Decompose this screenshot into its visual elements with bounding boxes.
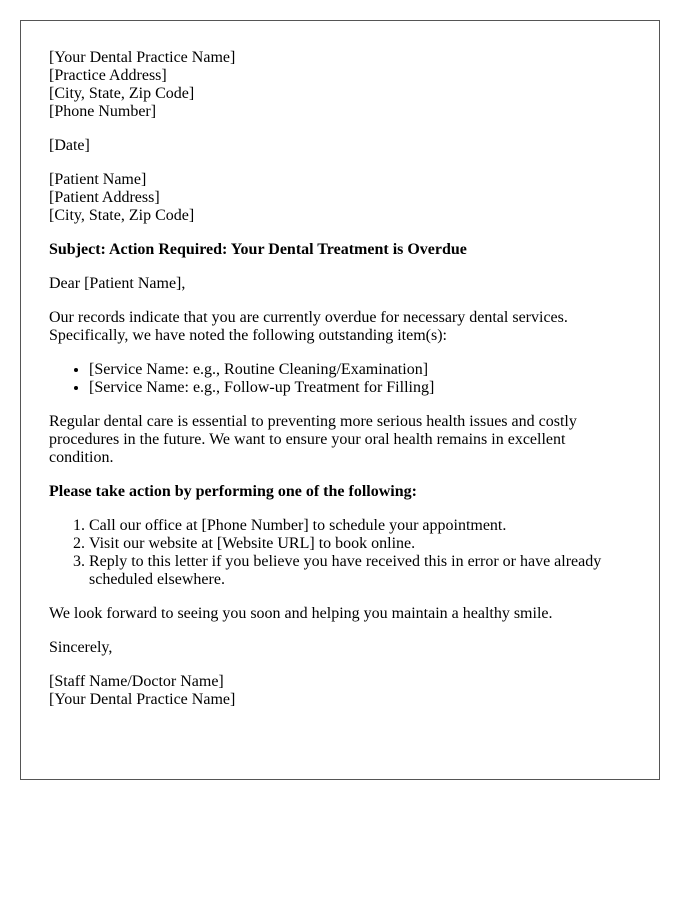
list-item: • [Service Name: e.g., Routine Cleaning/Examination] [89, 361, 631, 379]
intro-paragraph: Our records indicate that you are currently overdue for necessary dental services. Specifically, we have noted the following outstanding item(s): [49, 309, 568, 344]
importance-paragraph: Regular dental care is essential to preventing more serious health issues and costly procedures in the future. We want to ensure your oral health remains in excellent condition. [49, 413, 577, 466]
sender-phone: [Phone Number] [49, 103, 157, 120]
sender-address: [Practice Address] [49, 67, 167, 84]
signature-staff-name: [Staff Name/Doctor Name] [49, 673, 224, 690]
letter-page [20, 20, 660, 780]
list-item: • [Service Name: e.g., Follow-up Treatment for Filling] [89, 379, 631, 397]
date-block [49, 137, 631, 155]
subject-line: Subject: Action Required: Your Dental Treatment is Overdue [49, 241, 467, 258]
sender-city-state-zip: [City, State, Zip Code] [49, 85, 195, 102]
recipient-name: [Patient Name] [49, 171, 147, 188]
letter-date: [Date] [49, 137, 90, 154]
signature-block [49, 673, 631, 709]
list-item: 3. Reply to this letter if you believe you have received this in error or have already scheduled elsewhere. [89, 553, 631, 589]
recipient-address-block [49, 171, 631, 225]
salutation: Dear [Patient Name], [49, 275, 186, 292]
closing-note: We look forward to seeing you soon and helping you maintain a healthy smile. [49, 605, 553, 622]
signoff: Sincerely, [49, 639, 113, 656]
sender-address-block [49, 49, 631, 121]
list-item: 2. Visit our website at [Website URL] to book online. [89, 535, 631, 553]
recipient-city-state-zip: [City, State, Zip Code] [49, 207, 195, 224]
actions-list [49, 517, 631, 589]
list-item: 1. Call our office at [Phone Number] to schedule your appointment. [89, 517, 631, 535]
signature-practice-name: [Your Dental Practice Name] [49, 691, 236, 708]
recipient-address: [Patient Address] [49, 189, 160, 206]
sender-practice-name: [Your Dental Practice Name] [49, 49, 236, 66]
services-list [49, 361, 631, 397]
action-heading: Please take action by performing one of the following: [49, 483, 417, 500]
